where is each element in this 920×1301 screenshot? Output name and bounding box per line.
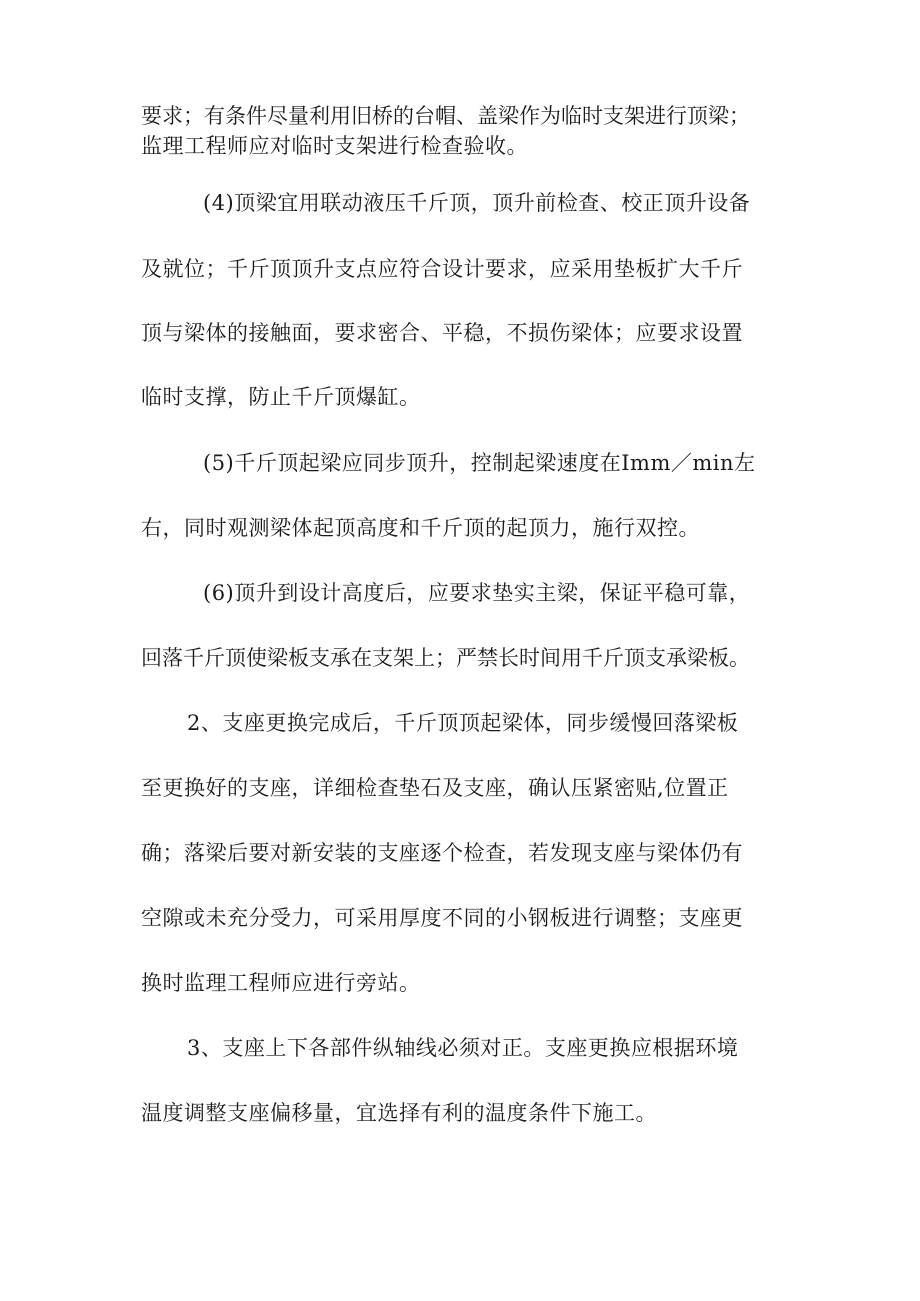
text-line: 换时监理工程师应进行旁站。	[141, 971, 421, 995]
text-line: 空隙或未充分受力，可采用厚度不同的小钢板进行调整；支座更	[141, 906, 743, 930]
text-line: 及就位；千斤顶顶升支点应符合设计要求，应采用垫板扩大千斤	[141, 257, 743, 281]
text-line: (5)千斤顶起梁应同步顶升，控制起梁速度在Imm／min左	[203, 451, 756, 475]
text-line: 至更换好的支座，详细检查垫石及支座，确认压紧密贴,位置正	[141, 776, 729, 800]
text-line: 确；落梁后要对新安装的支座逐个检查，若发现支座与梁体仍有	[141, 841, 743, 865]
text-line: 临时支撑，防止千斤顶爆缸。	[141, 385, 421, 409]
text-line: 要求；有条件尽量利用旧桥的台帽、盖梁作为临时支架进行顶梁；	[141, 104, 750, 128]
text-line: 顶与梁体的接触面，要求密合、平稳，不损伤梁体；应要求设置	[141, 321, 743, 345]
text-line: (6)顶升到设计高度后，应要求垫实主梁，保证平稳可靠，	[203, 581, 751, 605]
text-line: 温度调整支座偏移量，宜选择有利的温度条件下施工。	[141, 1101, 657, 1125]
text-line: 监理工程师应对临时支架进行检查验收。	[141, 134, 528, 158]
text-line: 2、支座更换完成后，千斤顶顶起梁体，同步缓慢回落梁板	[187, 711, 739, 735]
text-line: 右，同时观测梁体起顶高度和千斤顶的起顶力，施行双控。	[141, 516, 700, 540]
text-line: (4)顶梁宜用联动液压千斤顶，顶升前检查、校正顶升设备	[203, 191, 751, 215]
text-line: 回落千斤顶使梁板支承在支架上；严禁长时间用千斤顶支承梁板。	[141, 646, 750, 670]
text-line: 3、支座上下各部件纵轴线必须对正。支座更换应根据环境	[187, 1036, 739, 1060]
